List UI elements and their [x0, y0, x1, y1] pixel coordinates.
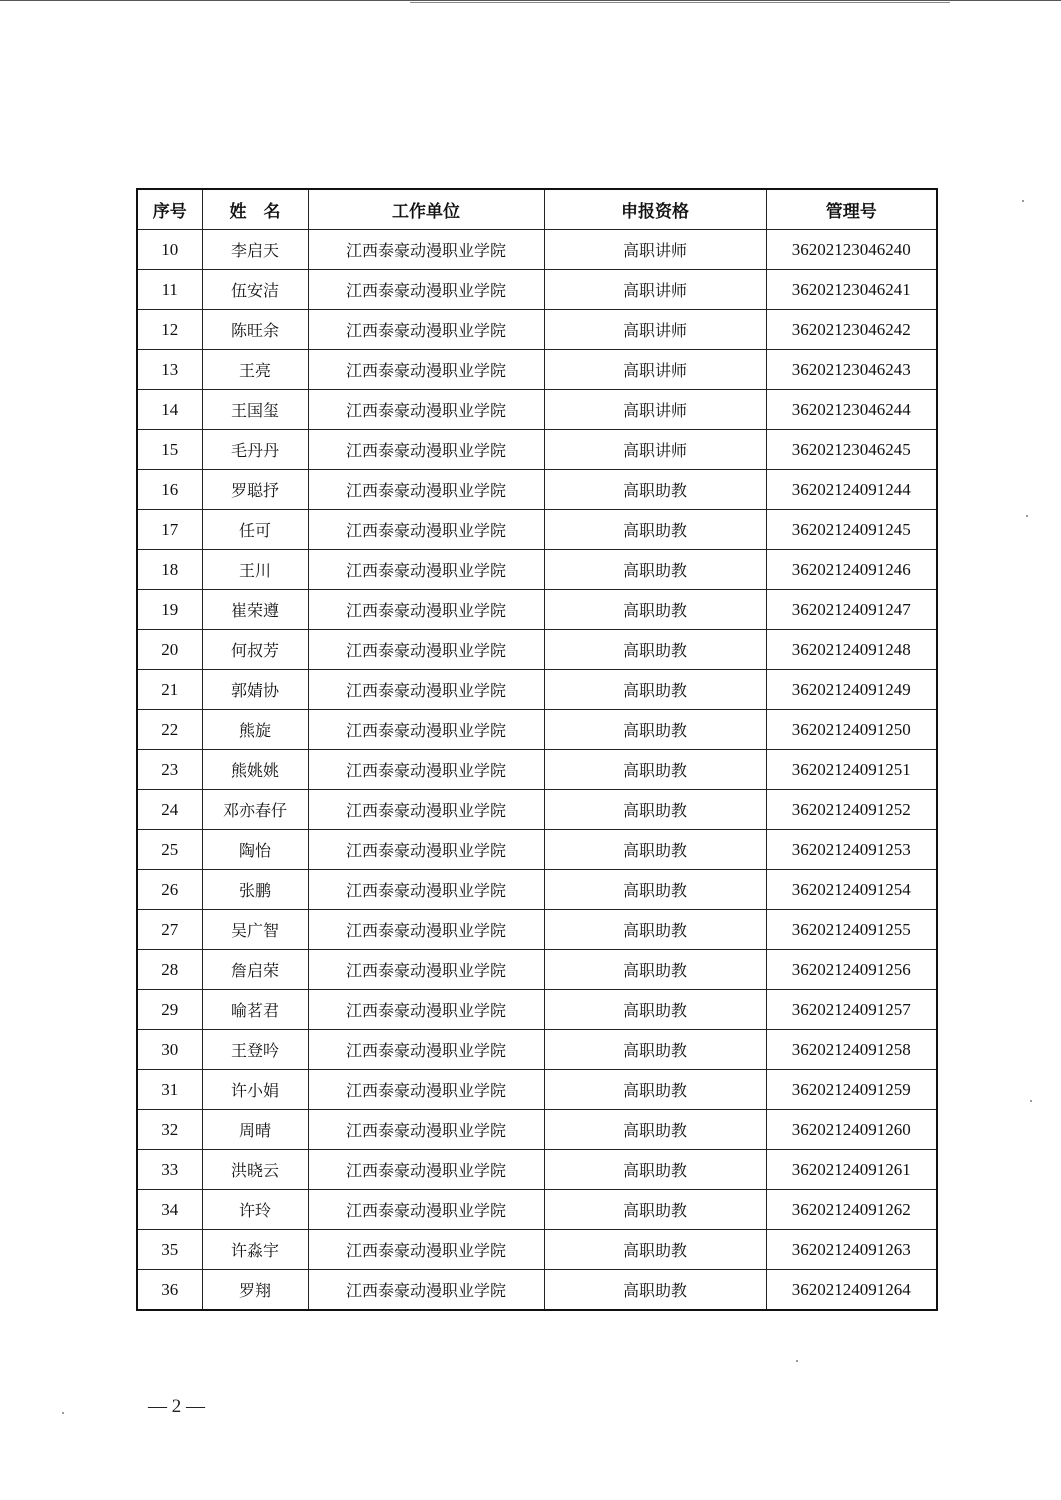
cell-code: 36202124091260 [766, 1110, 937, 1150]
cell-qualification: 高职讲师 [544, 390, 766, 430]
cell-code: 36202124091249 [766, 670, 937, 710]
cell-name: 罗聪抒 [202, 470, 308, 510]
cell-seq: 25 [137, 830, 202, 870]
cell-code: 36202124091248 [766, 630, 937, 670]
cell-name: 陶怡 [202, 830, 308, 870]
cell-code: 36202124091255 [766, 910, 937, 950]
cell-unit: 江西泰豪动漫职业学院 [308, 270, 544, 310]
cell-qualification: 高职助教 [544, 630, 766, 670]
cell-code: 36202124091254 [766, 870, 937, 910]
table-row [137, 550, 937, 590]
header-seq: 序号 [137, 189, 202, 230]
table-row [137, 350, 937, 390]
table-row [137, 1030, 937, 1070]
cell-qualification: 高职助教 [544, 510, 766, 550]
cell-name: 许淼宇 [202, 1230, 308, 1270]
table-row [137, 1110, 937, 1150]
cell-unit: 江西泰豪动漫职业学院 [308, 1270, 544, 1311]
cell-qualification: 高职助教 [544, 1070, 766, 1110]
scan-edge-line-secondary [410, 2, 950, 3]
cell-qualification: 高职助教 [544, 550, 766, 590]
table-row [137, 390, 937, 430]
cell-code: 36202124091256 [766, 950, 937, 990]
cell-unit: 江西泰豪动漫职业学院 [308, 550, 544, 590]
cell-code: 36202124091246 [766, 550, 937, 590]
cell-qualification: 高职讲师 [544, 430, 766, 470]
cell-unit: 江西泰豪动漫职业学院 [308, 1190, 544, 1230]
cell-seq: 35 [137, 1230, 202, 1270]
cell-seq: 32 [137, 1110, 202, 1150]
table-body [137, 230, 937, 1311]
cell-code: 36202124091244 [766, 470, 937, 510]
cell-code: 36202123046244 [766, 390, 937, 430]
scan-speck [1022, 200, 1024, 202]
cell-qualification: 高职助教 [544, 670, 766, 710]
header-unit: 工作单位 [308, 189, 544, 230]
table-row [137, 270, 937, 310]
cell-unit: 江西泰豪动漫职业学院 [308, 310, 544, 350]
table-row [137, 1070, 937, 1110]
cell-code: 36202124091261 [766, 1150, 937, 1190]
cell-code: 36202123046241 [766, 270, 937, 310]
header-code: 管理号 [766, 189, 937, 230]
table-row [137, 590, 937, 630]
table-row [137, 310, 937, 350]
cell-name: 任可 [202, 510, 308, 550]
cell-qualification: 高职助教 [544, 1150, 766, 1190]
cell-code: 36202124091258 [766, 1030, 937, 1070]
cell-code: 36202124091247 [766, 590, 937, 630]
cell-seq: 27 [137, 910, 202, 950]
cell-qualification: 高职讲师 [544, 350, 766, 390]
cell-name: 张鹏 [202, 870, 308, 910]
cell-qualification: 高职助教 [544, 910, 766, 950]
cell-unit: 江西泰豪动漫职业学院 [308, 830, 544, 870]
cell-unit: 江西泰豪动漫职业学院 [308, 1030, 544, 1070]
cell-seq: 29 [137, 990, 202, 1030]
cell-unit: 江西泰豪动漫职业学院 [308, 390, 544, 430]
cell-qualification: 高职助教 [544, 710, 766, 750]
table-row [137, 830, 937, 870]
scan-speck [62, 1412, 64, 1414]
cell-unit: 江西泰豪动漫职业学院 [308, 430, 544, 470]
cell-seq: 10 [137, 230, 202, 270]
table-row [137, 950, 937, 990]
table-row [137, 710, 937, 750]
cell-code: 36202123046243 [766, 350, 937, 390]
cell-seq: 36 [137, 1270, 202, 1311]
cell-name: 李启天 [202, 230, 308, 270]
table-header-row [137, 189, 937, 230]
table-row [137, 1270, 937, 1311]
cell-name: 陈旺余 [202, 310, 308, 350]
cell-name: 熊姚姚 [202, 750, 308, 790]
cell-qualification: 高职助教 [544, 750, 766, 790]
table-row [137, 1230, 937, 1270]
page-number: — 2 — [148, 1396, 205, 1417]
cell-name: 王登吟 [202, 1030, 308, 1070]
cell-seq: 21 [137, 670, 202, 710]
cell-code: 36202124091257 [766, 990, 937, 1030]
cell-code: 36202124091264 [766, 1270, 937, 1311]
cell-qualification: 高职助教 [544, 990, 766, 1030]
cell-unit: 江西泰豪动漫职业学院 [308, 670, 544, 710]
cell-qualification: 高职助教 [544, 1230, 766, 1270]
cell-seq: 11 [137, 270, 202, 310]
table-row [137, 790, 937, 830]
cell-name: 熊旋 [202, 710, 308, 750]
cell-unit: 江西泰豪动漫职业学院 [308, 990, 544, 1030]
cell-unit: 江西泰豪动漫职业学院 [308, 350, 544, 390]
cell-seq: 23 [137, 750, 202, 790]
cell-seq: 19 [137, 590, 202, 630]
cell-seq: 33 [137, 1150, 202, 1190]
cell-qualification: 高职助教 [544, 950, 766, 990]
cell-seq: 28 [137, 950, 202, 990]
cell-seq: 26 [137, 870, 202, 910]
cell-unit: 江西泰豪动漫职业学院 [308, 950, 544, 990]
cell-unit: 江西泰豪动漫职业学院 [308, 1110, 544, 1150]
cell-unit: 江西泰豪动漫职业学院 [308, 1230, 544, 1270]
cell-unit: 江西泰豪动漫职业学院 [308, 710, 544, 750]
cell-name: 许小娟 [202, 1070, 308, 1110]
scan-speck [1026, 515, 1028, 517]
cell-qualification: 高职助教 [544, 590, 766, 630]
cell-qualification: 高职助教 [544, 1190, 766, 1230]
cell-unit: 江西泰豪动漫职业学院 [308, 510, 544, 550]
cell-code: 36202124091245 [766, 510, 937, 550]
table-row [137, 910, 937, 950]
cell-code: 36202124091263 [766, 1230, 937, 1270]
cell-unit: 江西泰豪动漫职业学院 [308, 590, 544, 630]
table-row [137, 990, 937, 1030]
cell-name: 崔荣遵 [202, 590, 308, 630]
table-row [137, 470, 937, 510]
cell-name: 罗翔 [202, 1270, 308, 1311]
cell-unit: 江西泰豪动漫职业学院 [308, 470, 544, 510]
cell-name: 许玲 [202, 1190, 308, 1230]
table-row [137, 510, 937, 550]
cell-seq: 16 [137, 470, 202, 510]
scan-speck [796, 1360, 798, 1362]
cell-name: 周晴 [202, 1110, 308, 1150]
cell-name: 王川 [202, 550, 308, 590]
cell-seq: 18 [137, 550, 202, 590]
cell-qualification: 高职讲师 [544, 230, 766, 270]
cell-seq: 17 [137, 510, 202, 550]
cell-qualification: 高职助教 [544, 870, 766, 910]
cell-name: 郭婧协 [202, 670, 308, 710]
cell-code: 36202124091252 [766, 790, 937, 830]
cell-code: 36202124091253 [766, 830, 937, 870]
scan-edge-line [0, 0, 1061, 1]
cell-name: 何叔芳 [202, 630, 308, 670]
table-row [137, 750, 937, 790]
cell-seq: 30 [137, 1030, 202, 1070]
cell-name: 邓亦春仔 [202, 790, 308, 830]
cell-code: 36202123046242 [766, 310, 937, 350]
cell-seq: 12 [137, 310, 202, 350]
cell-name: 伍安洁 [202, 270, 308, 310]
cell-seq: 31 [137, 1070, 202, 1110]
cell-name: 詹启荣 [202, 950, 308, 990]
table-row [137, 1150, 937, 1190]
cell-name: 王亮 [202, 350, 308, 390]
cell-qualification: 高职讲师 [544, 270, 766, 310]
cell-qualification: 高职助教 [544, 1270, 766, 1311]
cell-qualification: 高职助教 [544, 1110, 766, 1150]
table-row [137, 230, 937, 270]
cell-name: 毛丹丹 [202, 430, 308, 470]
table-row [137, 870, 937, 910]
applicant-list-table [136, 188, 938, 1311]
cell-name: 洪晓云 [202, 1150, 308, 1190]
header-qualification: 申报资格 [544, 189, 766, 230]
cell-qualification: 高职助教 [544, 830, 766, 870]
cell-unit: 江西泰豪动漫职业学院 [308, 1070, 544, 1110]
cell-name: 喻茗君 [202, 990, 308, 1030]
scan-speck [1030, 1100, 1032, 1102]
cell-seq: 34 [137, 1190, 202, 1230]
cell-code: 36202124091250 [766, 710, 937, 750]
cell-code: 36202124091262 [766, 1190, 937, 1230]
cell-seq: 13 [137, 350, 202, 390]
cell-unit: 江西泰豪动漫职业学院 [308, 1150, 544, 1190]
cell-qualification: 高职助教 [544, 790, 766, 830]
cell-seq: 15 [137, 430, 202, 470]
cell-name: 吴广智 [202, 910, 308, 950]
table-row [137, 430, 937, 470]
cell-unit: 江西泰豪动漫职业学院 [308, 630, 544, 670]
cell-qualification: 高职讲师 [544, 310, 766, 350]
table-row [137, 1190, 937, 1230]
cell-unit: 江西泰豪动漫职业学院 [308, 910, 544, 950]
cell-seq: 20 [137, 630, 202, 670]
cell-seq: 14 [137, 390, 202, 430]
cell-code: 36202124091259 [766, 1070, 937, 1110]
cell-code: 36202124091251 [766, 750, 937, 790]
cell-unit: 江西泰豪动漫职业学院 [308, 230, 544, 270]
cell-code: 36202123046245 [766, 430, 937, 470]
cell-unit: 江西泰豪动漫职业学院 [308, 750, 544, 790]
cell-seq: 22 [137, 710, 202, 750]
cell-unit: 江西泰豪动漫职业学院 [308, 790, 544, 830]
cell-seq: 24 [137, 790, 202, 830]
cell-code: 36202123046240 [766, 230, 937, 270]
cell-unit: 江西泰豪动漫职业学院 [308, 870, 544, 910]
header-name: 姓 名 [202, 189, 308, 230]
cell-name: 王国玺 [202, 390, 308, 430]
table-row [137, 670, 937, 710]
cell-qualification: 高职助教 [544, 470, 766, 510]
table-row [137, 630, 937, 670]
cell-qualification: 高职助教 [544, 1030, 766, 1070]
